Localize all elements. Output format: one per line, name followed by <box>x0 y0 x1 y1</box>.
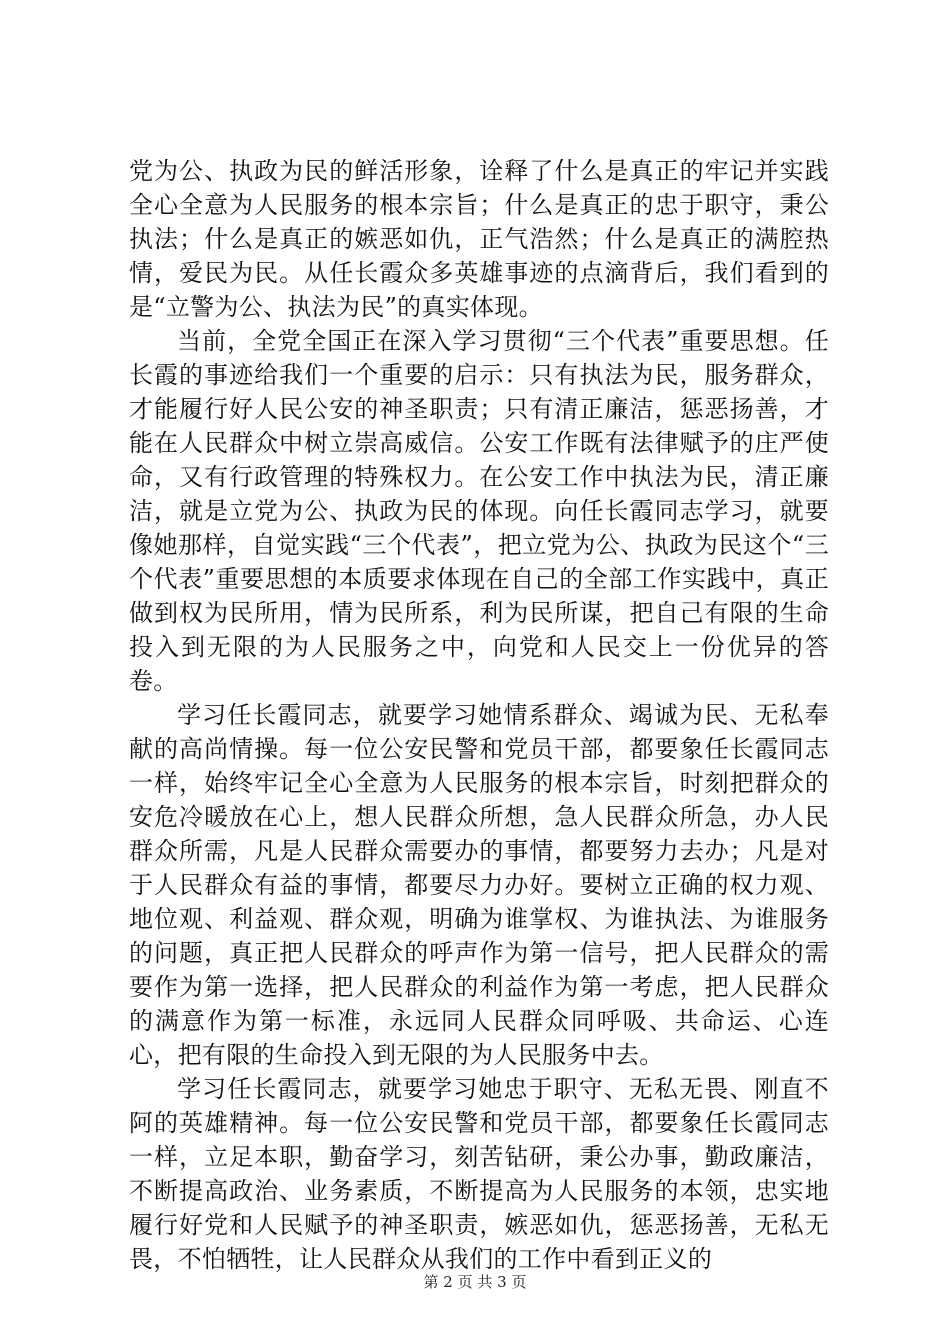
paragraph-continuation: 党为公、执政为民的鲜活形象，诠释了什么是真正的牢记并实践全心全意为人民服务的根本宗旨；什么是真正的忠于职守，秉公执法；什么是真正的嫉恶如仇，正气浩然；什么是真正的满腔热情，爱民为民。从任长霞众多英雄事迹的点滴背后，我们看到的是“立警为公、执法为民”的真实体现。 <box>129 157 829 321</box>
page-number-footer: 第 2 页 共 3 页 <box>423 1273 527 1291</box>
paragraph: 学习任长霞同志，就要学习她忠于职守、无私无畏、刚直不阿的英雄精神。每一位公安民警和党员干部，都要象任长霞同志一样，立足本职，勤奋学习，刻苦钻研，秉公办事，勤政廉洁，不断提高政治、业务素质，不断提高为人民服务的本领，忠实地履行好党和人民赋予的神圣职责，嫉恶如仇，惩恶扬善，无私无畏，不怕牺牲，让人民群众从我们的工作中看到正义的 <box>129 1075 829 1273</box>
paragraph: 学习任长霞同志，就要学习她情系群众、竭诚为民、无私奉献的高尚情操。每一位公安民警和党员干部，都要象任长霞同志一样，始终牢记全心全意为人民服务的根本宗旨，时刻把群众的安危冷暖放在心上，想人民群众所想，急人民群众所急，办人民群众所需，凡是人民群众需要办的事情，都要努力去办；凡是对于人民群众有益的事情，都要尽力办好。要树立正确的权力观、地位观、利益观、群众观，明确为谁掌权、为谁执法、为谁服务的问题，真正把人民群众的呼声作为第一信号，把人民群众的需要作为第一选择，把人民群众的利益作为第一考虑，把人民群众的满意作为第一标准，永远同人民群众同呼吸、共命运、心连心，把有限的生命投入到无限的为人民服务中去。 <box>129 701 829 1069</box>
body-text <box>129 154 829 1276</box>
paragraph: 当前，全党全国正在深入学习贯彻“三个代表”重要思想。任长霞的事迹给我们一个重要的启示：只有执法为民，服务群众，才能履行好人民公安的神圣职责；只有清正廉洁，惩恶扬善，才能在人民群众中树立崇高威信。公安工作既有法律赋予的庄严使命，又有行政管理的特殊权力。在公安工作中执法为民，清正廉洁，就是立党为公、执政为民的体现。向任长霞同志学习，就要像她那样，自觉实践“三个代表”，把立党为公、执政为民这个“三个代表”重要思想的本质要求体现在自己的全部工作实践中，真正做到权为民所用，情为民所系，利为民所谋，把自己有限的生命投入到无限的为人民服务之中，向党和人民交上一份优异的答卷。 <box>129 327 829 695</box>
